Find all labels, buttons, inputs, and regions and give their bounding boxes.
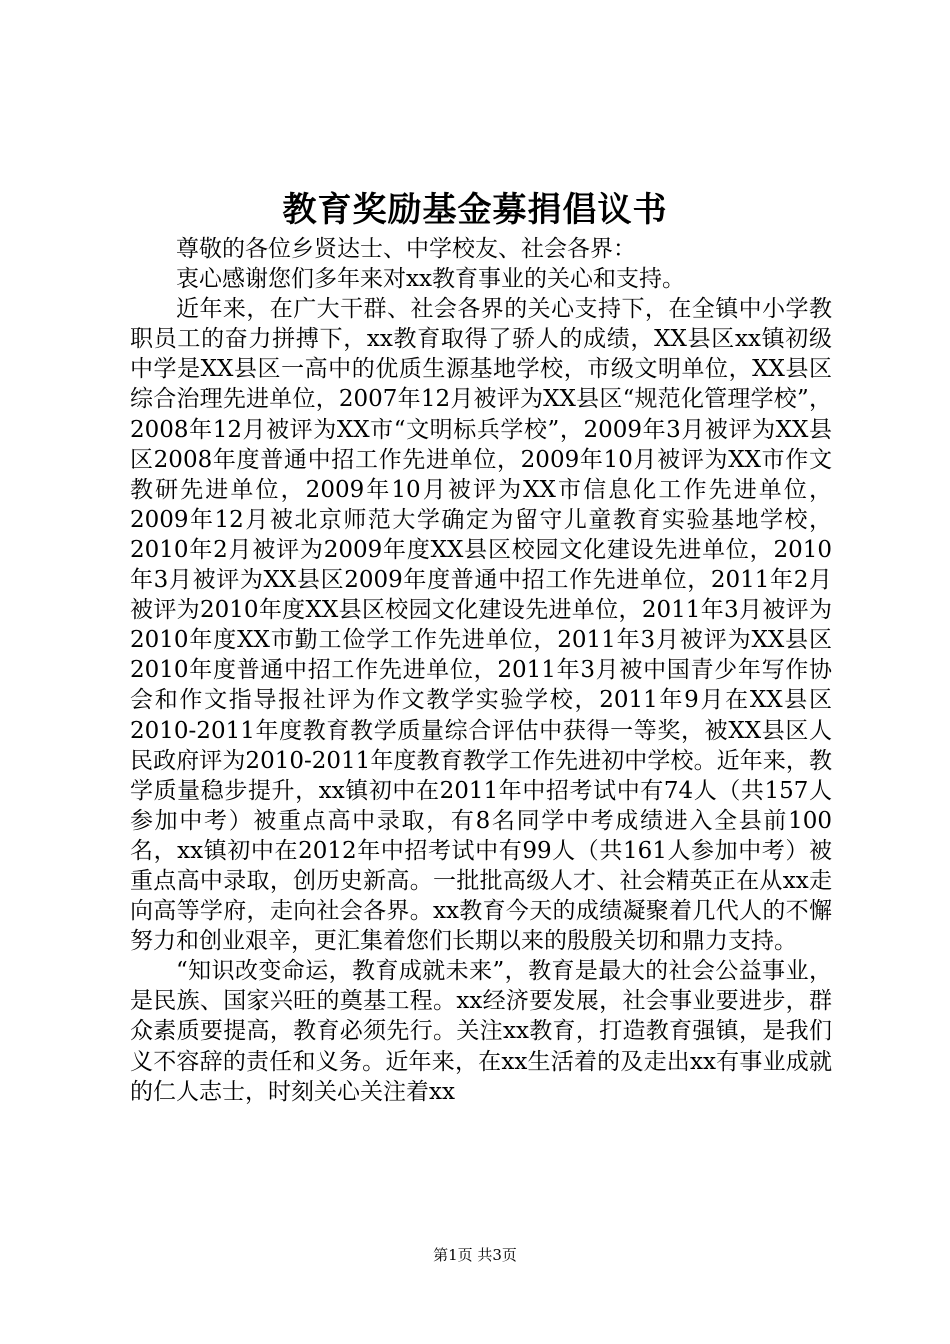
document-body (130, 234, 832, 1107)
document-title: 教育奖励基金募捐倡议书 (282, 190, 668, 230)
thanks-paragraph: 衷心感谢您们多年来对xx教育事业的关心和支持。 (176, 266, 685, 293)
page-footer: 第1页 共3页 (433, 1246, 517, 1264)
achievements-paragraph: 近年来，在广大干群、社会各界的关心支持下，在全镇中小学教职员工的奋力拼搏下，xx教育取得了骄人的成绩，XX县区xx镇初级中学是XX县区一高中的优质生源基地学校，市级文明单位，XX县区综合治理先进单位，2007年12月被评为XX县区“规范化管理学校”，2008年12月被评为XX市“文明标兵学校”，2009年3月被评为XX县区2008年度普通中招工作先进单位，2009年10月被评为XX市作文教研先进单位，2009年10月被评为XX市信息化工作先进单位，2009年12月被北京师范大学确定为留守儿童教育实验基地学校，2010年2月被评为2009年度XX县区校园文化建设先进单位，2010年3月被评为XX县区2009年度普通中招工作先进单位，2011年2月被评为2010年度XX县区校园文化建设先进单位，2011年3月被评为2010年度XX市勤工俭学工作先进单位，2011年3月被评为XX县区2010年度普通中招工作先进单位，2011年3月被中国青少年写作协会和作文指导报社评为作文教学实验学校，2011年9月在XX县区2010-2011年度教育教学质量综合评估中获得一等奖，被XX县区人民政府评为2010-2011年度教育教学工作先进初中学校。近年来，教学质量稳步提升，xx镇初中在2011年中招考试中有74人（共157人参加中考）被重点高中录取，有8名同学中考成绩进入全县前100名，xx镇初中在2012年中招考试中有99人（共161人参加中考）被重点高中录取，创历史新高。一批批高级人才、社会精英正在从xx走向高等学府，走向社会各界。xx教育今天的成绩凝聚着几代人的不懈努力和创业艰辛，更汇集着您们长期以来的殷殷关切和鼎力支持。 (130, 296, 832, 955)
salutation-paragraph: 尊敬的各位乡贤达士、中学校友、社会各界： (176, 236, 636, 262)
appeal-paragraph: “知识改变命运，教育成就未来”，教育是最大的社会公益事业，是民族、国家兴旺的奠基工程。xx经济要发展，社会事业要进步，群众素质要提高，教育必须先行。关注xx教育，打造教育强镇，是我们义不容辞的责任和义务。近年来，在xx生活着的及走出xx有事业成就的仁人志士，时刻关心关注着xx (130, 958, 832, 1105)
